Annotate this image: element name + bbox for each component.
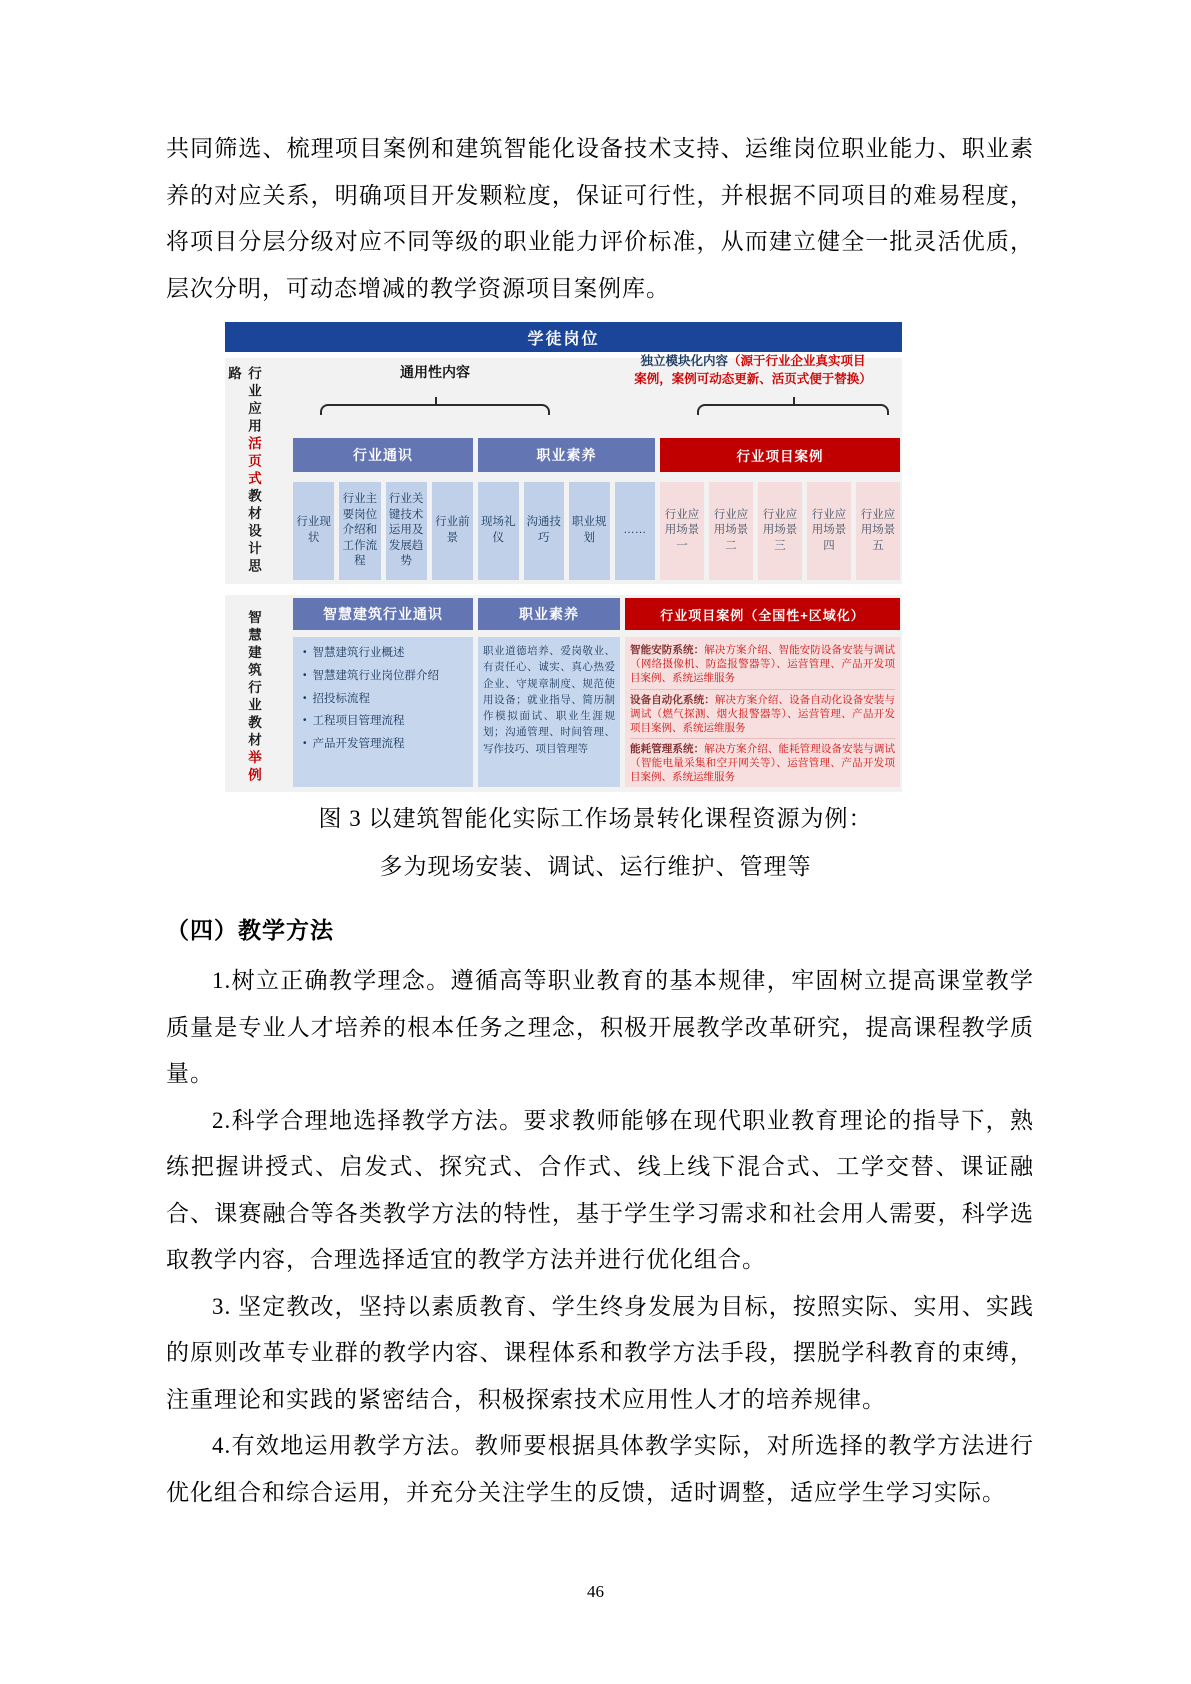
figure-apprentice-post-diagram: [225, 322, 902, 792]
modular-label-red-1: （源于行业企业真实项目: [728, 354, 866, 368]
modular-content-label: [607, 352, 899, 388]
figure-title-bar: [225, 322, 902, 352]
vertical-label-text: 行业应用: [246, 366, 261, 436]
group-header-project-cases-regional: 行业项目案例（全国性+区域化）: [625, 598, 900, 630]
bullet-item: • 招投标流程: [301, 693, 469, 707]
paragraph-2: 2.科学合理地选择教学方法。要求教师能够在现代职业教育理论的指导下，熟练把握讲授式、启发式、探究式、合作式、线上线下混合式、工学交替、课证融合、课赛融合等各类教学方法的特性，基于学生学习需求和社会用人需要，科学选取教学内容，合理选择适宜的教学方法并进行优化组合。: [166, 1107, 1034, 1272]
professional-quality-description: 职业道德培养、爱岗敬业、有责任心、诚实、真心热爱企业、守规章制度、规范使用设备；就业指导、简历制作模拟面试、职业生涯规划；沟通管理、时间管理、写作技巧、项目管理等: [478, 637, 620, 787]
system-item-text: 解决方案介绍、智能安防设备安装与调试（网络摄像机、防盗报警器等）、运营管理、产品开发项目案例、系统运维服务: [630, 644, 896, 685]
group-cells-project-cases: [660, 482, 900, 580]
figure-title: 学徒岗位: [527, 330, 600, 348]
cell-application-scene-1: 行业应用场景一: [660, 482, 704, 580]
cell-application-scene-3: 行业应用场景三: [758, 482, 802, 580]
modular-label-red-2: 案例，案例可动态更新、活页式便于替换）: [634, 372, 872, 386]
group-cells-industry-general: [293, 482, 473, 580]
vertical-label-design-approach: [226, 366, 263, 582]
bullet-item: • 智慧建筑行业岗位群介绍: [301, 670, 469, 684]
bullet-item: • 工程项目管理流程: [301, 715, 469, 729]
vertical-label-example: [239, 610, 263, 788]
cell-application-scene-2: 行业应用场景二: [709, 482, 753, 580]
system-item-automation: [630, 690, 895, 740]
bullet-item: • 智慧建筑行业概述: [301, 647, 469, 661]
vertical-label-text: 教材设计思路: [226, 366, 261, 576]
cell-application-scene-4: 行业应用场景四: [807, 482, 851, 580]
group-cells-professional-quality: [478, 482, 655, 580]
paragraph-4: 4.有效地运用教学方法。教师要根据具体教学实际，对所选择的教学方法进行优化组合和综合运用，并充分关注学生的反馈，适时调整，适应学生学习实际。: [166, 1433, 1034, 1505]
section-heading: （四）教学方法: [166, 917, 334, 943]
group-header-industry-project-cases: 行业项目案例: [660, 438, 900, 472]
cell-industry-prospects: 行业前景: [432, 482, 473, 580]
page-number: 46: [587, 1582, 604, 1601]
group-header-professional-quality: 职业素养: [478, 438, 655, 472]
cell-industry-posts: 行业主要岗位介绍和工作流程: [339, 482, 380, 580]
cell-application-scene-5: 行业应用场景五: [856, 482, 900, 580]
vertical-label-highlight: 活页式: [246, 436, 261, 489]
system-item-energy: [630, 739, 895, 788]
system-item-security: [630, 640, 895, 690]
cell-ellipsis: ……: [615, 482, 656, 580]
paragraph-3: 3. 坚定教改，坚持以素质教育、学生终身发展为目标，按照实际、实用、实践的原则改革专业群的教学内容、课程体系和教学方法手段，摆脱学科教育的束缚，注重理论和实践的紧密结合，积极探索技术应用性人才的培养规律。: [166, 1293, 1034, 1412]
cell-career-planning: 职业规划: [569, 482, 610, 580]
cell-industry-status: 行业现状: [293, 482, 334, 580]
modular-label-bold: 独立模块化内容: [640, 354, 728, 368]
brace-generic-content: [320, 404, 550, 415]
figure-caption-line-2: 多为现场安装、调试、运行维护、管理等: [379, 854, 812, 879]
bullet-item: • 产品开发管理流程: [301, 738, 469, 752]
paragraph-1: 1.树立正确教学理念。遵循高等职业教育的基本规律，牢固树立提高课堂教学质量是专业人才培养的根本任务之理念，积极开展教学改革研究，提高课程教学质量。: [166, 968, 1034, 1086]
group-header-professional-quality-2: 职业素养: [478, 598, 620, 630]
project-cases-systems-list: [625, 637, 900, 787]
cell-industry-key-tech: 行业关键技术运用及发展趋势: [386, 482, 427, 580]
system-item-lead: 能耗管理系统：: [630, 743, 705, 756]
cell-site-etiquette: 现场礼仪: [478, 482, 519, 580]
system-item-lead: 设备自动化系统：: [630, 693, 715, 706]
brace-modular-content: [697, 404, 889, 415]
vertical-label-text: 智慧建筑行业教材: [246, 610, 261, 750]
figure-caption-line-1: 图 3 以建筑智能化实际工作场景转化课程资源为例：: [318, 806, 873, 831]
cell-communication-skills: 沟通技巧: [524, 482, 565, 580]
generic-content-label: 通用性内容: [400, 364, 470, 380]
system-item-lead: 智能安防系统：: [630, 644, 705, 656]
vertical-label-highlight: 举例: [246, 750, 261, 785]
body-text: [166, 958, 1034, 1516]
group-header-industry-general: 行业通识: [293, 438, 473, 472]
system-item-text: 解决方案介绍、能耗管理设备安装与调试（智能电量采集和空开网关等）、运营管理、产品开发项目案例、系统运维服务: [630, 743, 896, 784]
smart-building-general-list: [293, 637, 473, 787]
system-item-text: 解决方案介绍、设备自动化设备安装与调试（燃气探测、烟火报警器等）、运营管理、产品开发项目案例、系统运维服务: [630, 693, 896, 734]
intro-paragraph: 共同筛选、梳理项目案例和建筑智能化设备技术支持、运维岗位职业能力、职业素养的对应关系，明确项目开发颗粒度，保证可行性，并根据不同项目的难易程度，将项目分层分级对应不同等级的职业能力评价标准，从而建立健全一批灵活优质，层次分明，可动态增减的教学资源项目案例库。: [166, 136, 1034, 301]
group-header-smart-building-general: 智慧建筑行业通识: [293, 598, 473, 630]
